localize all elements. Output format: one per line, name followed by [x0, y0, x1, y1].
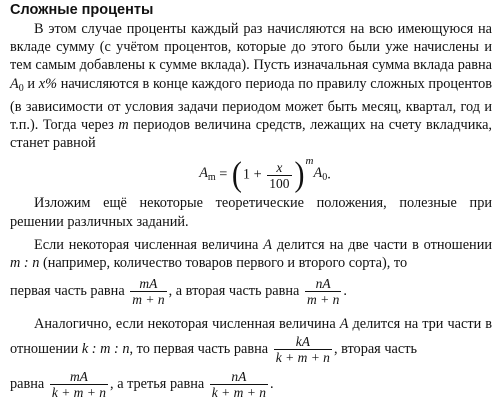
ratio-m-n: m : n: [10, 255, 40, 272]
three-parts-result-line: равна $\frac{mA}{k + m + n}$ , а третья равна $\frac{nA}{k + m + n}$ .: [10, 369, 274, 401]
two-parts-result-line: первая часть равна $\frac{mA}{m + n}$ , а вторая часть равна $\frac{nA}{m + n}$ .: [10, 276, 347, 308]
ratio-k-m-n: k : m : n: [81, 341, 130, 358]
var-a0: $A_0$: [10, 75, 24, 94]
formula-rhs: $A_0$: [313, 164, 328, 183]
formula-lhs: $A_m$: [199, 164, 216, 183]
var-a-2: A: [339, 316, 349, 333]
formula-fraction: [267, 160, 291, 191]
formula-one-plus: 1 +: [242, 167, 266, 184]
formula-close-paren: ): [294, 155, 305, 194]
formula-open-paren: (: [231, 155, 242, 194]
section-heading: Сложные проценты: [10, 2, 154, 18]
p1-text-3: начисляются в конце каждого периода по правилу сложных процентов (в зависимости от условия задачи периодом может быть месяц, квартал, год и т.п.). Тогда через: [10, 75, 492, 134]
var-m: m: [118, 117, 129, 134]
p1-text-1: В этом случае проценты каждый раз начисляются на всю имеющуюся на вкладе сумму (с учётом процентов, которые до этого были уже начислены и тем самым добавлены к сумме вклада). Пусть изначальная сумма вклада равна: [10, 21, 492, 74]
paragraph-two-parts: Если некоторая численная величина A делится на две части в отношении m : n (например, количество товаров первого и второго сорта), то: [10, 236, 492, 272]
formula-fraction-numerator: x: [267, 160, 291, 176]
compound-interest-formula: [10, 152, 492, 194]
fraction-three-second: $\frac{mA}{k + m + n}$: [51, 369, 107, 401]
fraction-second-part: $\frac{nA}{m + n}$: [306, 276, 340, 308]
paragraph-theory: Изложим ещё некоторые теоретические положения, полезные при решении различных заданий.: [10, 195, 492, 230]
fraction-first-part: $\frac{mA}{m + n}$: [132, 276, 165, 308]
p1-text-4: периодов величина средств, лежащих на счету вкладчика, станет равной: [10, 117, 492, 152]
paragraph-compound-interest: [10, 20, 492, 152]
fraction-three-third: $\frac{nA}{k + m + n}$: [211, 369, 266, 401]
p1-text-2: и: [23, 75, 39, 92]
formula-end: .: [327, 167, 331, 184]
fraction-three-first: $\frac{kA}{k + m + n}$: [275, 334, 330, 366]
paragraph-three-parts: Аналогично, если некоторая численная величина A делится на три части в отношении k : m : n, то первая часть равна $\frac{kA}{k + m + n}$ , вторая часть: [10, 316, 493, 366]
formula-fraction-denominator: 100: [269, 175, 290, 191]
formula-equals: =: [215, 167, 231, 184]
var-a: A: [263, 236, 272, 253]
var-x-percent: x%: [38, 75, 58, 92]
formula-exponent: m: [305, 155, 314, 168]
